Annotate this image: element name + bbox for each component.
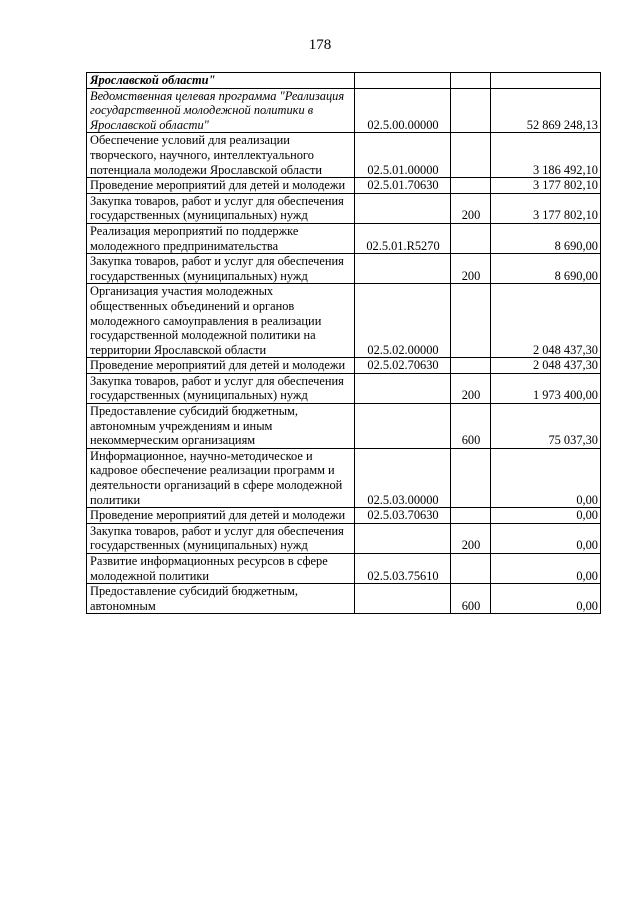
expense-type-cell: [451, 178, 491, 194]
item-name-cell: Обеспечение условий для реализации творческого, научного, интеллектуального потенциала молодежи Ярославской области: [87, 133, 355, 178]
expense-type-cell: [451, 73, 491, 89]
table-row: [87, 508, 601, 524]
amount-cell: 8 690,00: [491, 254, 601, 284]
expense-type-cell: [451, 358, 491, 374]
budget-table: [86, 72, 601, 614]
expense-type-cell: 600: [451, 404, 491, 449]
amount-cell: 3 177 802,10: [491, 178, 601, 194]
amount-cell: 0,00: [491, 554, 601, 584]
target-code-cell: [355, 584, 451, 614]
table-row: [87, 178, 601, 194]
expense-type-cell: [451, 554, 491, 584]
item-name-cell: Проведение мероприятий для детей и молодежи: [87, 358, 355, 374]
table-row: [87, 584, 601, 614]
item-name-cell: Закупка товаров, работ и услуг для обеспечения государственных (муниципальных) нужд: [87, 373, 355, 403]
item-name-cell: Проведение мероприятий для детей и молодежи: [87, 508, 355, 524]
item-name-cell: Закупка товаров, работ и услуг для обеспечения государственных (муниципальных) нужд: [87, 254, 355, 284]
expense-type-cell: 200: [451, 193, 491, 223]
expense-type-cell: [451, 508, 491, 524]
item-name-cell: Проведение мероприятий для детей и молодежи: [87, 178, 355, 194]
amount-cell: 8 690,00: [491, 223, 601, 253]
amount-cell: 52 869 248,13: [491, 88, 601, 133]
expense-type-cell: 200: [451, 523, 491, 553]
item-name-cell: Ярославской области": [87, 73, 355, 89]
expense-type-cell: 200: [451, 254, 491, 284]
table-row: [87, 73, 601, 89]
expense-type-cell: [451, 133, 491, 178]
item-name-cell: Предоставление субсидий бюджетным, автономным учреждениям и иным некоммерческим организациям: [87, 404, 355, 449]
table-row: [87, 254, 601, 284]
amount-cell: 2 048 437,30: [491, 358, 601, 374]
target-code-cell: 02.5.03.70630: [355, 508, 451, 524]
target-code-cell: 02.5.01.70630: [355, 178, 451, 194]
target-code-cell: 02.5.03.00000: [355, 448, 451, 507]
target-code-cell: 02.5.02.70630: [355, 358, 451, 374]
budget-table-body: [87, 73, 601, 614]
target-code-cell: 02.5.01.R5270: [355, 223, 451, 253]
expense-type-cell: [451, 448, 491, 507]
target-code-cell: 02.5.01.00000: [355, 133, 451, 178]
table-row: [87, 358, 601, 374]
table-row: [87, 373, 601, 403]
amount-cell: 0,00: [491, 448, 601, 507]
expense-type-cell: [451, 223, 491, 253]
item-name-cell: Закупка товаров, работ и услуг для обеспечения государственных (муниципальных) нужд: [87, 193, 355, 223]
amount-cell: 0,00: [491, 523, 601, 553]
amount-cell: 1 973 400,00: [491, 373, 601, 403]
amount-cell: 75 037,30: [491, 404, 601, 449]
amount-cell: 2 048 437,30: [491, 284, 601, 358]
item-name-cell: Информационное, научно-методическое и кадровое обеспечение реализации программ и деятельности организаций в сфере молодежной политики: [87, 448, 355, 507]
target-code-cell: [355, 404, 451, 449]
expense-type-cell: [451, 284, 491, 358]
item-name-cell: Реализация мероприятий по поддержке молодежного предпринимательства: [87, 223, 355, 253]
target-code-cell: 02.5.03.75610: [355, 554, 451, 584]
table-row: [87, 223, 601, 253]
amount-cell: 0,00: [491, 508, 601, 524]
target-code-cell: [355, 193, 451, 223]
expense-type-cell: 600: [451, 584, 491, 614]
table-row: [87, 133, 601, 178]
target-code-cell: [355, 73, 451, 89]
item-name-cell: Предоставление субсидий бюджетным, автономным: [87, 584, 355, 614]
amount-cell: 3 186 492,10: [491, 133, 601, 178]
item-name-cell: Организация участия молодежных общественных объединений и органов молодежного самоуправления в реализации государственной молодежной политики на территории Ярославской области: [87, 284, 355, 358]
table-row: [87, 404, 601, 449]
target-code-cell: [355, 523, 451, 553]
amount-cell: 0,00: [491, 584, 601, 614]
item-name-cell: Ведомственная целевая программа "Реализация государственной молодежной политики в Ярославской области": [87, 88, 355, 133]
table-row: [87, 193, 601, 223]
target-code-cell: 02.5.00.00000: [355, 88, 451, 133]
page-number: 178: [308, 37, 332, 53]
amount-cell: 3 177 802,10: [491, 193, 601, 223]
amount-cell: [491, 73, 601, 89]
expense-type-cell: [451, 88, 491, 133]
item-name-cell: Развитие информационных ресурсов в сфере молодежной политики: [87, 554, 355, 584]
table-row: [87, 88, 601, 133]
table-row: [87, 523, 601, 553]
target-code-cell: 02.5.02.00000: [355, 284, 451, 358]
table-row: [87, 554, 601, 584]
table-row: [87, 284, 601, 358]
expense-type-cell: 200: [451, 373, 491, 403]
target-code-cell: [355, 254, 451, 284]
table-row: [87, 448, 601, 507]
item-name-cell: Закупка товаров, работ и услуг для обеспечения государственных (муниципальных) нужд: [87, 523, 355, 553]
target-code-cell: [355, 373, 451, 403]
